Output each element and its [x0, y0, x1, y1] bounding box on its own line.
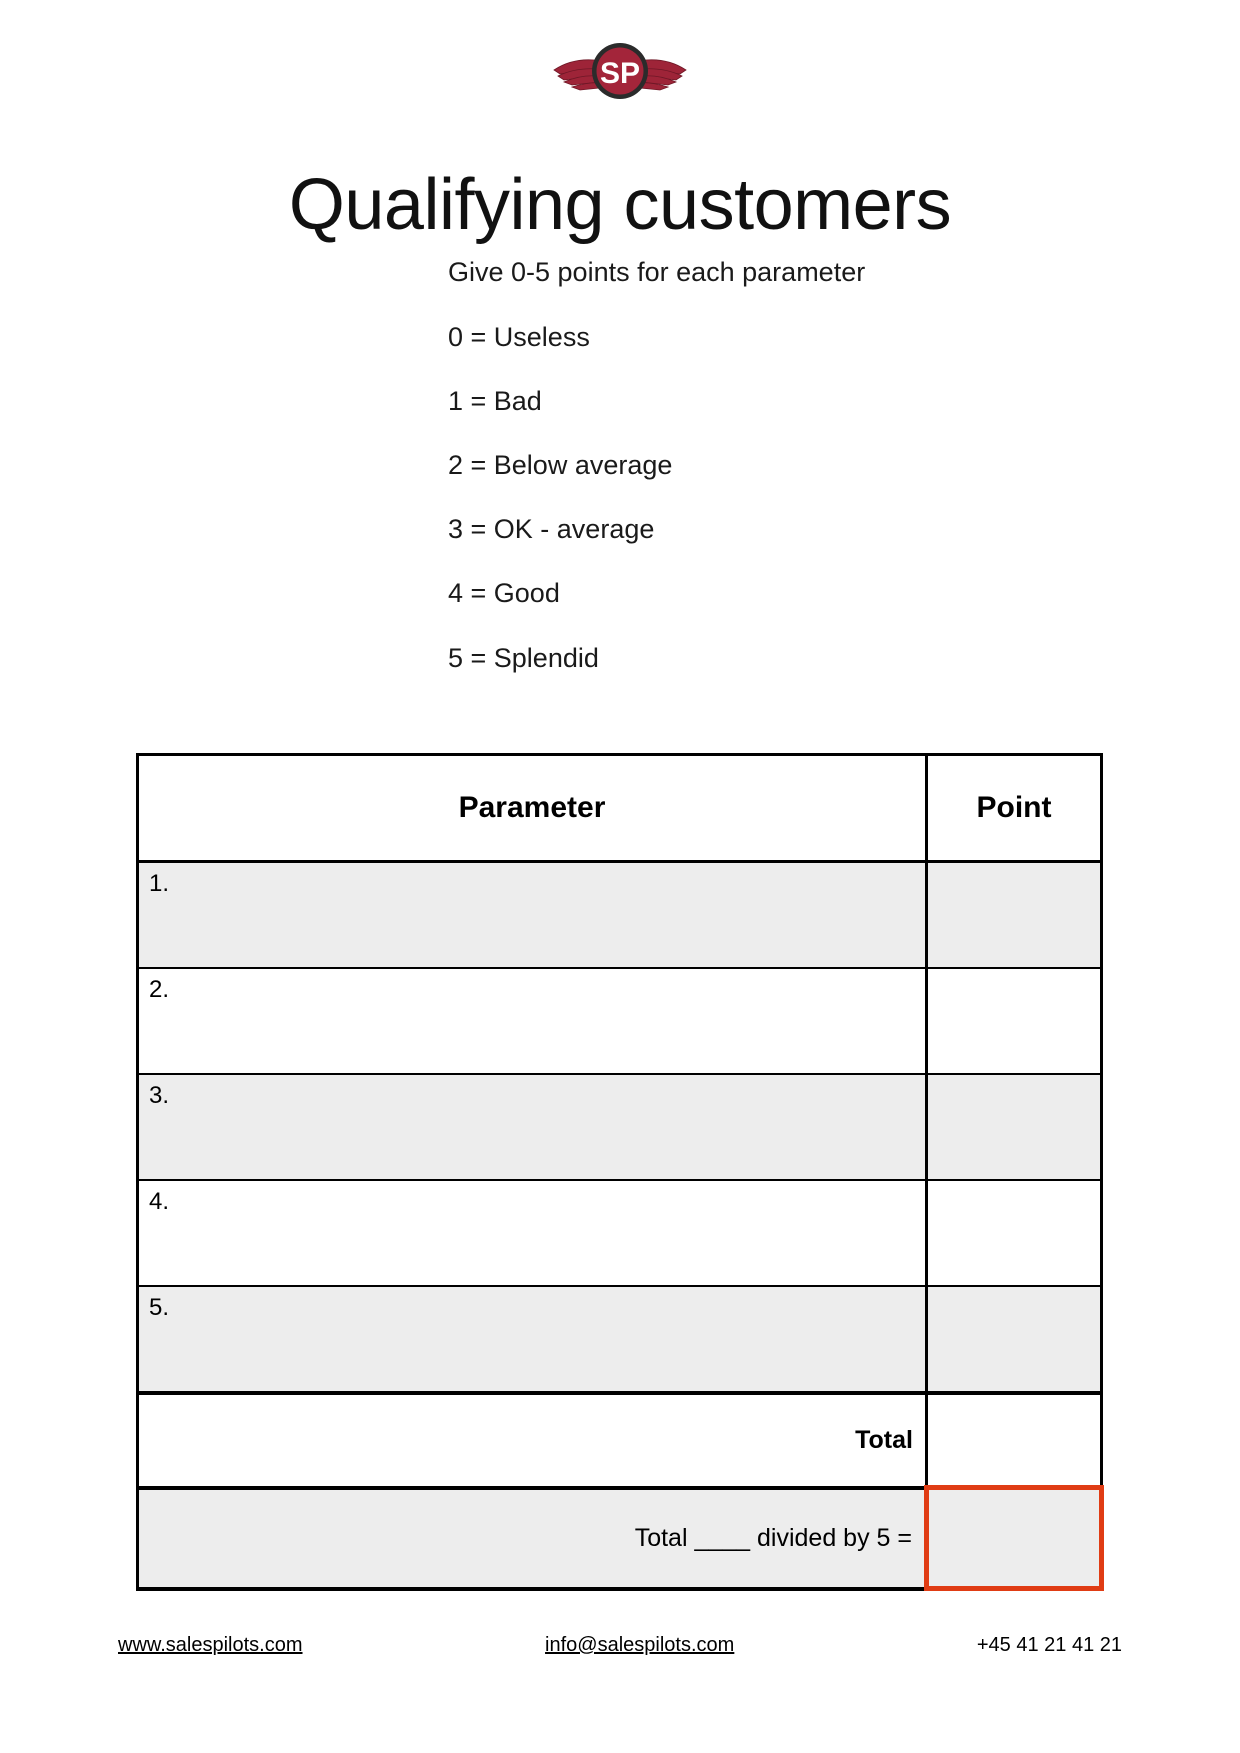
table-header-row — [138, 755, 1102, 862]
page-title: Qualifying customers — [288, 165, 952, 246]
footer-email-link[interactable]: info@salespilots.com — [545, 1634, 735, 1656]
scale-item-0: 0 = Useless — [448, 322, 590, 353]
scoring-table — [136, 753, 1104, 1591]
row-label-5[interactable]: 5. — [138, 1286, 927, 1393]
page-footer — [118, 1634, 1122, 1657]
instructions-lead: Give 0-5 points for each parameter — [448, 257, 866, 287]
table-row — [138, 862, 1102, 969]
table-row — [138, 1286, 1102, 1393]
row-label-2[interactable]: 2. — [138, 968, 927, 1074]
logo-monogram-text: SP — [599, 57, 641, 90]
total-label: Total — [138, 1393, 927, 1488]
row-point-3[interactable] — [927, 1074, 1102, 1180]
instructions-block — [448, 255, 868, 676]
scale-item-2: 2 = Below average — [448, 450, 673, 481]
footer-website-link[interactable]: www.salespilots.com — [118, 1634, 303, 1656]
row-point-2[interactable] — [927, 968, 1102, 1074]
row-point-5[interactable] — [927, 1286, 1102, 1393]
column-header-parameter: Parameter — [138, 755, 927, 862]
table-row — [138, 1180, 1102, 1286]
average-formula-label: Total ____ divided by 5 = — [138, 1488, 927, 1589]
row-point-4[interactable] — [927, 1180, 1102, 1286]
average-row — [138, 1488, 1102, 1589]
table-row — [138, 1074, 1102, 1180]
scale-item-3: 3 = OK - average — [448, 514, 655, 545]
scale-item-5: 5 = Splendid — [448, 642, 599, 673]
salespilots-winged-sp-badge-logo — [550, 40, 690, 102]
row-label-3[interactable]: 3. — [138, 1074, 927, 1180]
row-point-1[interactable] — [927, 862, 1102, 969]
column-header-point: Point — [927, 755, 1102, 862]
footer-phone-number: +45 41 21 41 21 — [976, 1634, 1122, 1656]
average-value-cell[interactable] — [927, 1488, 1102, 1589]
scale-item-4: 4 = Good — [448, 578, 560, 609]
row-label-1[interactable]: 1. — [138, 862, 927, 969]
table-row — [138, 968, 1102, 1074]
total-value-cell[interactable] — [927, 1393, 1102, 1488]
row-label-4[interactable]: 4. — [138, 1180, 927, 1286]
scale-item-1: 1 = Bad — [448, 386, 542, 417]
total-row — [138, 1393, 1102, 1488]
brand-logo — [0, 40, 1240, 102]
